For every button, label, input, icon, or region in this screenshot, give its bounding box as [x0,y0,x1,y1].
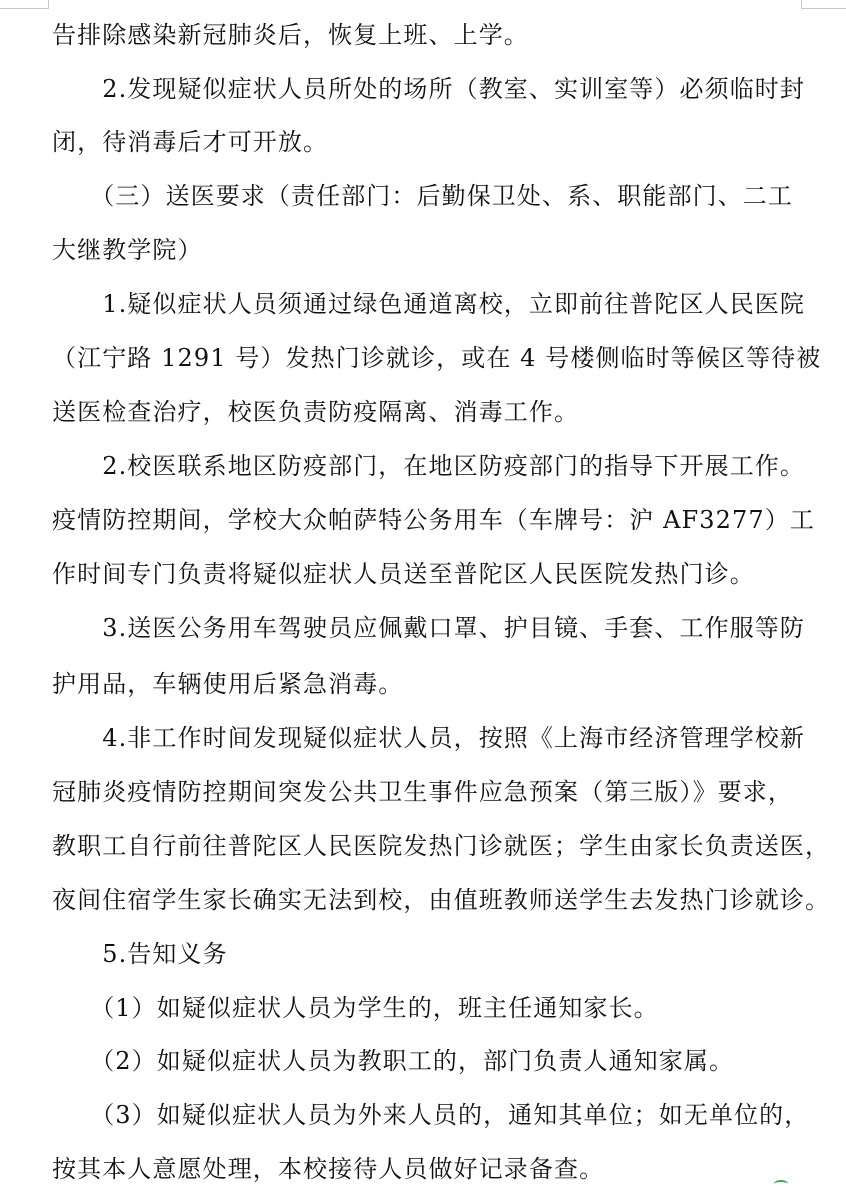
text-line: 按其本人意愿处理，本校接待人员做好记录备查。 [52,1155,605,1183]
crop-mark-right [801,0,846,9]
text-line: 3.送医公务用车驾驶员应佩戴口罩、护目镜、手套、工作服等防 [52,614,805,642]
text-line: 护用品，车辆使用后紧急消毒。 [52,670,404,698]
text-line: 冠肺炎疫情防控期间突发公共卫生事件应急预案（第三版）》要求， [52,778,793,806]
text-line: 4.非工作时间发现疑似症状人员，按照《上海市经济管理学校新 [52,724,805,752]
text-line: （3）如疑似症状人员为外来人员的，通知其单位；如无单位的， [52,1101,810,1129]
text-line: （江宁路 1291 号）发热门诊就诊，或在 4 号楼侧临时等候区等待被 [52,344,822,372]
text-line: 闭，待消毒后才可开放。 [52,128,329,156]
text-line: 2.发现疑似症状人员所处的场所（教室、实训室等）必须临时封 [52,75,805,103]
text-line: （2）如疑似症状人员为教职工的，部门负责人通知家属。 [52,1047,735,1075]
text-line: 1.疑似症状人员须通过绿色通道离校，立即前往普陀区人民医院 [52,290,805,318]
text-line: （1）如疑似症状人员为学生的，班主任通知家长。 [52,994,659,1022]
text-line: 大继教学院） [52,236,203,264]
text-line: 教职工自行前往普陀区人民医院发热门诊就医；学生由家长负责送医， [52,832,831,860]
text-line: （三）送医要求（责任部门：后勤保卫处、系、职能部门、二工 [52,182,793,210]
text-line: 疫情防控期间，学校大众帕萨特公务用车（车牌号：沪 AF3277）工 [52,506,815,534]
text-line: 5.告知义务 [52,940,228,968]
spellcheck-mark [774,1180,788,1188]
text-line: 作时间专门负责将疑似症状人员送至普陀区人民医院发热门诊。 [52,560,755,588]
text-line: 告排除感染新冠肺炎后，恢复上班、上学。 [52,21,529,49]
crop-mark-left [0,0,49,9]
text-line: 夜间住宿学生家长确实无法到校，由值班教师送学生去发热门诊就诊。 [52,886,831,914]
text-line: 2.校医联系地区防疫部门，在地区防疫部门的指导下开展工作。 [52,452,805,480]
text-line: 送医检查治疗，校医负责防疫隔离、消毒工作。 [52,398,580,426]
